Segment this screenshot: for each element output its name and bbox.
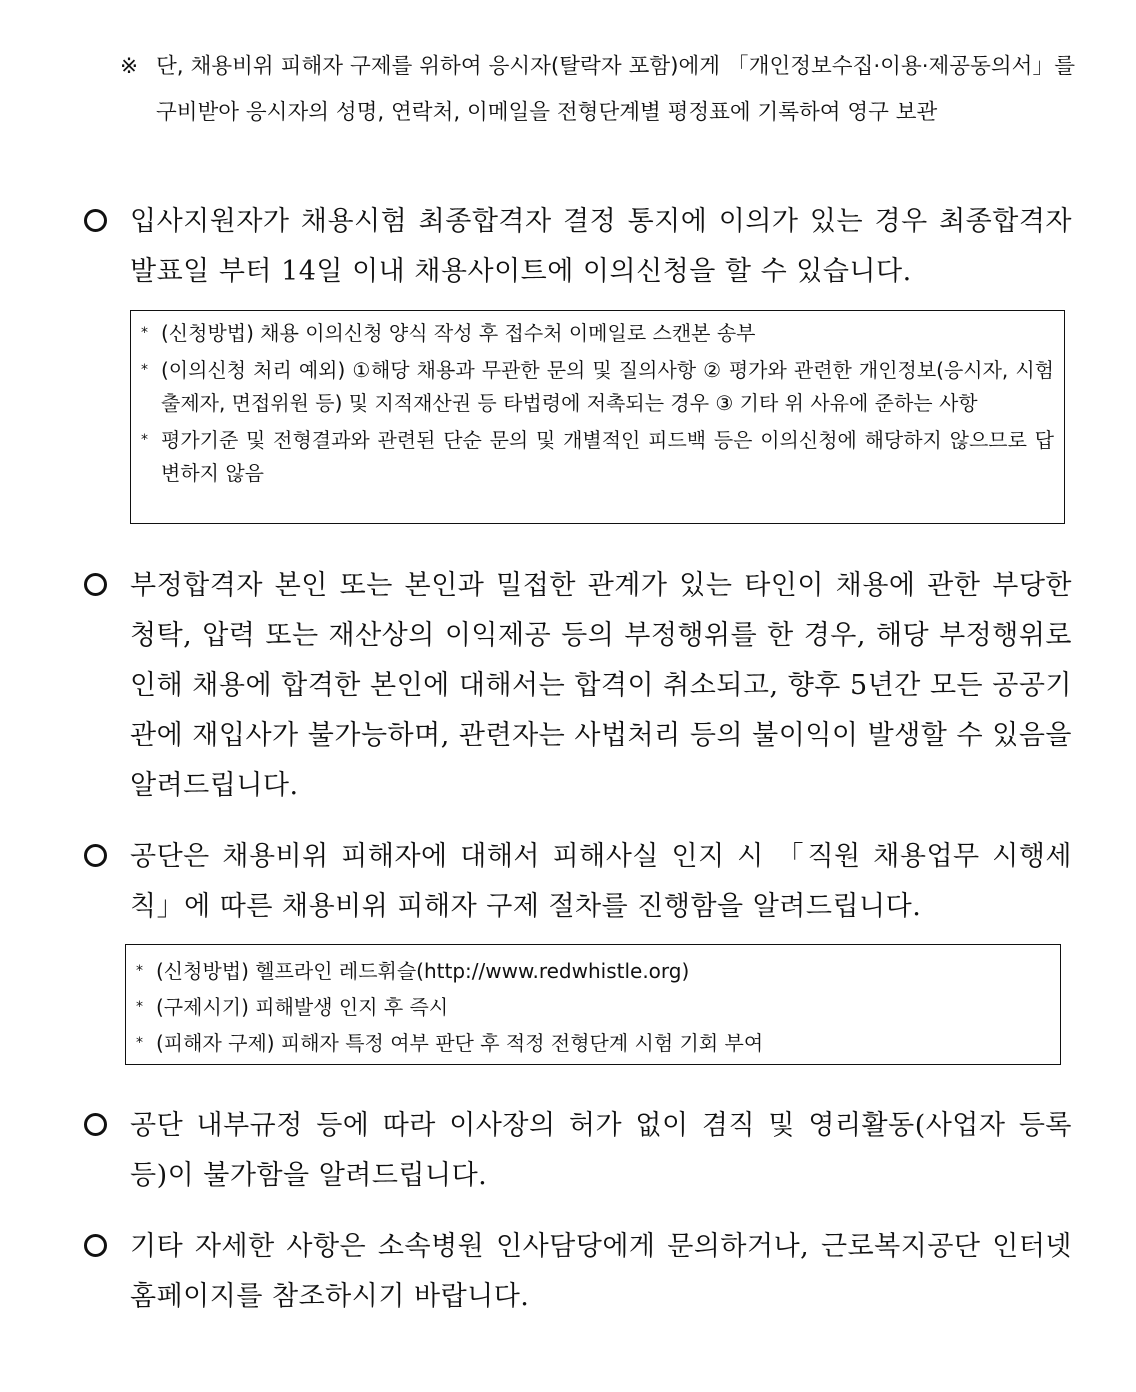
asterisk-icon: *	[141, 432, 148, 448]
circle-bullet-icon	[84, 209, 107, 232]
circle-bullet-icon	[84, 844, 107, 867]
asterisk-icon: *	[136, 963, 143, 979]
notice-item-text: 부정합격자 본인 또는 본인과 밀접한 관계가 있는 타인이 채용에 관한 부당한 청탁, 압력 또는 재산상의 이익제공 등의 부정행위를 한 경우, 해당 부정행위로 인해 채용에 합격한 본인에 대해서는 합격이 취소되고, 향후 5년간 모든 공공기관에 재입사가 불가능하며, 관련자는 사법처리 등의 불이익이 발생할 수 있음을 알려드립니다.	[130, 570, 1072, 801]
box-row-text: 평가기준 및 전형결과와 관련된 단순 문의 및 개별적인 피드백 등은 이의신청에 해당하지 않으므로 답변하지 않음	[161, 428, 1055, 485]
circle-bullet-icon	[84, 573, 107, 596]
privacy-note	[120, 44, 1075, 136]
notice-item-side-job	[84, 1101, 1072, 1201]
notice-item-text: 기타 자세한 사항은 소속병원 인사담당에게 문의하거나, 근로복지공단 인터넷 홈페이지를 참조하시기 바랍니다.	[130, 1231, 1072, 1312]
privacy-note-text: 단, 채용비위 피해자 구제를 위하여 응시자(탈락자 포함)에게 「개인정보수집·이용·제공동의서」를 구비받아 응시자의 성명, 연락처, 이메일을 전형단계별 평정표에 기록하여 영구 보관	[156, 54, 1075, 125]
notice-item-contact	[84, 1222, 1072, 1322]
box-row	[126, 989, 1060, 1025]
notice-item-text: 공단은 채용비위 피해자에 대해서 피해사실 인지 시 「직원 채용업무 시행세칙」에 따른 채용비위 피해자 구제 절차를 진행함을 알려드립니다.	[130, 841, 1072, 922]
notice-item-fraud	[84, 561, 1072, 811]
asterisk-icon: *	[136, 999, 143, 1015]
reference-mark: ※	[120, 54, 139, 79]
box-row-text: (피해자 구제) 피해자 특정 여부 판단 후 적정 전형단계 시험 기회 부여	[156, 1031, 764, 1055]
notice-item-text: 입사지원자가 채용시험 최종합격자 결정 통지에 이의가 있는 경우 최종합격자 발표일 부터 14일 이내 채용사이트에 이의신청을 할 수 있습니다.	[130, 206, 1072, 287]
asterisk-icon: *	[141, 362, 148, 378]
notice-item-victim-relief	[84, 832, 1072, 932]
box-row-text: (이의신청 처리 예외) ①해당 채용과 무관한 문의 및 질의사항 ② 평가와 관련한 개인정보(응시자, 시험출제자, 면접위원 등) 및 지적재산권 등 타법령에 저촉되는 경우 ③ 기타 위 사유에 준하는 사항	[161, 358, 1054, 415]
objection-info-box	[130, 310, 1065, 524]
box-row-text: (구제시기) 피해발생 인지 후 즉시	[156, 995, 449, 1019]
box-row	[126, 1025, 1060, 1061]
box-row	[131, 424, 1064, 490]
asterisk-icon: *	[141, 325, 148, 341]
notice-item-objection	[84, 197, 1072, 297]
asterisk-icon: *	[136, 1035, 143, 1051]
notice-item-text: 공단 내부규정 등에 따라 이사장의 허가 없이 겸직 및 영리활동(사업자 등록 등)이 불가함을 알려드립니다.	[130, 1110, 1072, 1191]
box-row	[131, 354, 1064, 420]
circle-bullet-icon	[84, 1234, 107, 1257]
circle-bullet-icon	[84, 1113, 107, 1136]
box-row	[126, 953, 1060, 989]
box-row-text: (신청방법) 채용 이의신청 양식 작성 후 접수처 이메일로 스캔본 송부	[161, 321, 756, 345]
box-row	[131, 317, 1064, 350]
box-row-text: (신청방법) 헬프라인 레드휘슬(http://www.redwhistle.org)	[156, 959, 690, 983]
victim-relief-info-box	[125, 944, 1061, 1065]
